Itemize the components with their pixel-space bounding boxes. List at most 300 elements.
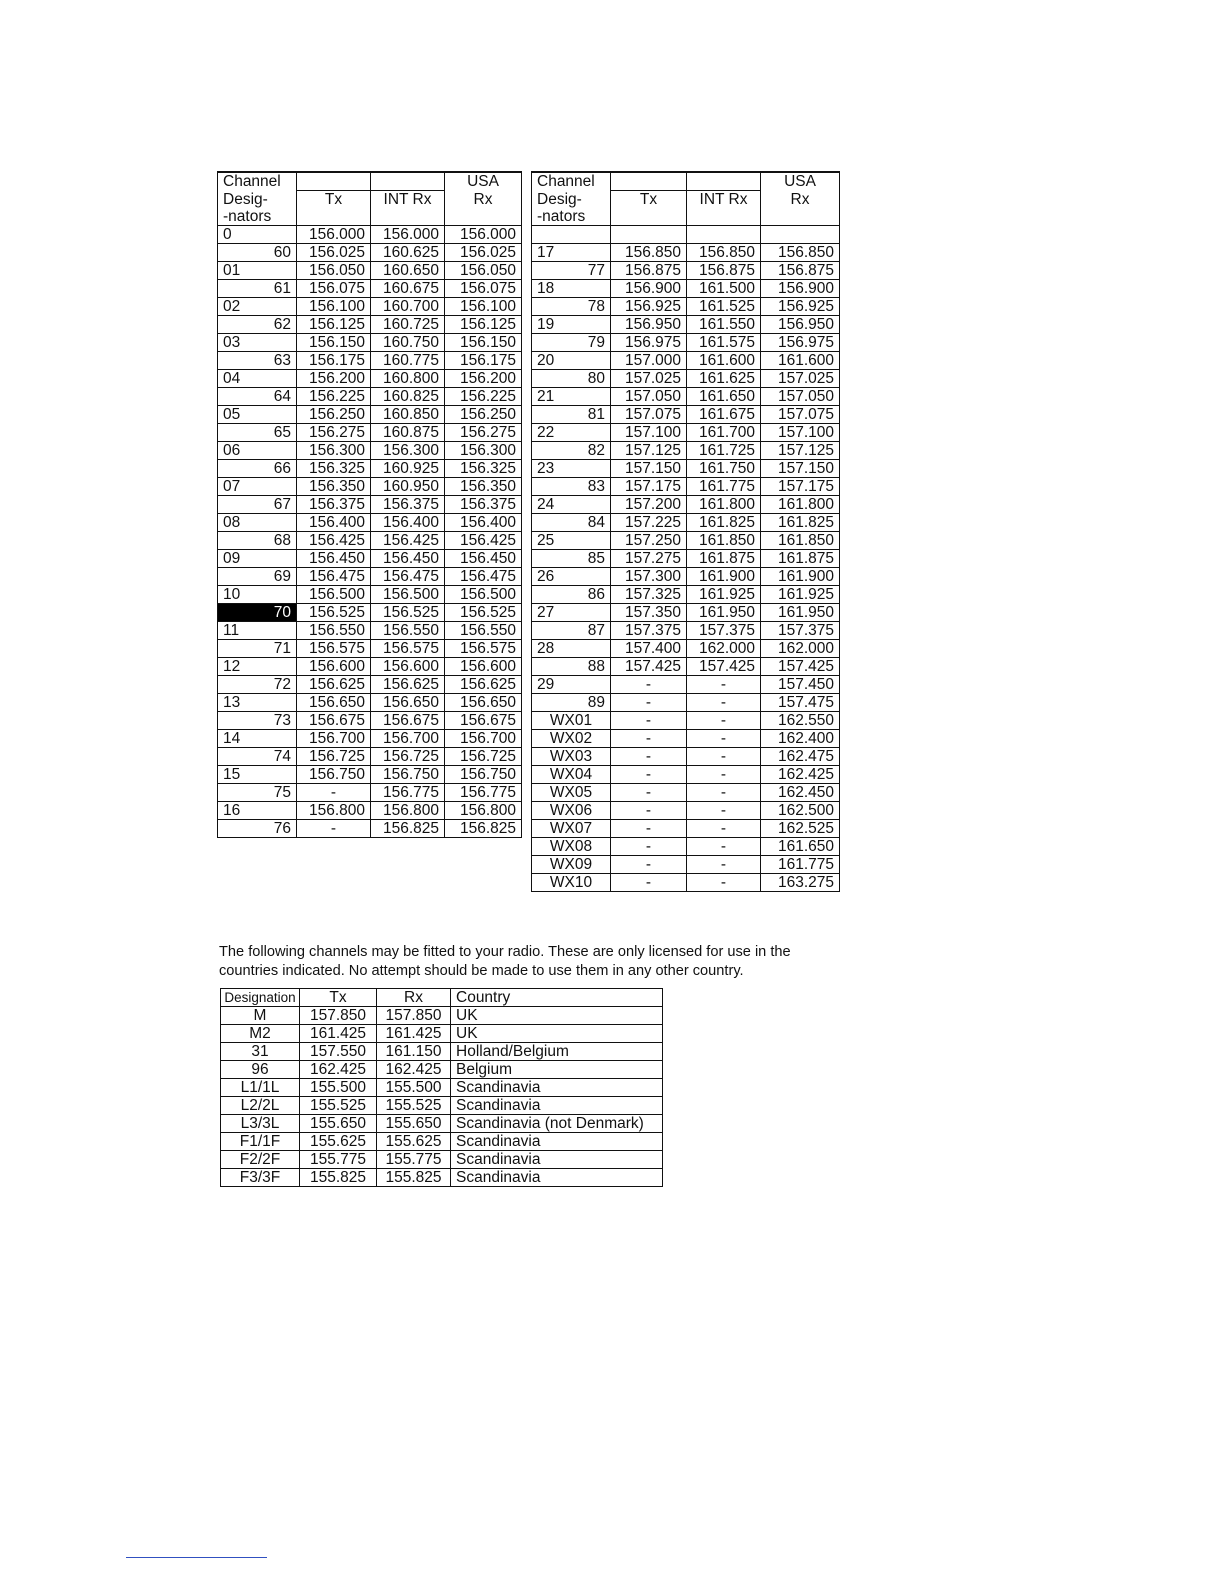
int-rx-frequency: - xyxy=(687,694,761,712)
table-row xyxy=(532,298,840,316)
tx-frequency: 157.150 xyxy=(611,460,687,478)
int-rx-frequency: 161.800 xyxy=(687,496,761,514)
usa-rx-frequency: 161.650 xyxy=(761,838,840,856)
int-rx-frequency: 156.575 xyxy=(371,640,445,658)
tx-frequency: - xyxy=(611,856,687,874)
designation: 31 xyxy=(221,1043,300,1061)
int-rx-frequency: - xyxy=(687,856,761,874)
tx-frequency: - xyxy=(611,676,687,694)
table-row xyxy=(221,1133,663,1151)
table-row xyxy=(532,424,840,442)
tx-frequency: 157.400 xyxy=(611,640,687,658)
int-rx-frequency: 156.700 xyxy=(371,730,445,748)
designation: F1/1F xyxy=(221,1133,300,1151)
table-row xyxy=(221,1097,663,1115)
table-row xyxy=(221,1043,663,1061)
int-rx-frequency: 161.700 xyxy=(687,424,761,442)
usa-rx-frequency: 162.400 xyxy=(761,730,840,748)
tx-frequency: 156.325 xyxy=(297,460,371,478)
channel-table-left xyxy=(217,171,522,838)
channel-designator: 89 xyxy=(532,694,611,712)
tx-frequency: 157.350 xyxy=(611,604,687,622)
usa-rx-frequency: 156.075 xyxy=(445,280,522,298)
header-desig: Desig- xyxy=(218,191,297,209)
usa-rx-frequency: 156.125 xyxy=(445,316,522,334)
tx-frequency: - xyxy=(611,748,687,766)
int-rx-frequency: 156.725 xyxy=(371,748,445,766)
usa-rx-frequency xyxy=(761,226,840,244)
int-rx-frequency: 161.500 xyxy=(687,280,761,298)
tx-frequency: 155.775 xyxy=(300,1151,377,1169)
channel-designator: WX01 xyxy=(532,712,611,730)
usa-rx-frequency: 157.475 xyxy=(761,694,840,712)
channel-designator: 68 xyxy=(218,532,297,550)
tx-frequency: 156.450 xyxy=(297,550,371,568)
int-rx-frequency: 156.375 xyxy=(371,496,445,514)
table-row xyxy=(218,496,522,514)
tx-frequency: 156.075 xyxy=(297,280,371,298)
channel-designator: 73 xyxy=(218,712,297,730)
channel-designator: 60 xyxy=(218,244,297,262)
table-row xyxy=(532,568,840,586)
table-row xyxy=(532,676,840,694)
tx-frequency: 156.650 xyxy=(297,694,371,712)
int-rx-frequency: - xyxy=(687,802,761,820)
table-row xyxy=(532,640,840,658)
usa-rx-frequency: 156.800 xyxy=(445,802,522,820)
table-row xyxy=(218,820,522,838)
table-row xyxy=(532,244,840,262)
int-rx-frequency: 156.450 xyxy=(371,550,445,568)
table-row xyxy=(532,748,840,766)
table-row xyxy=(218,388,522,406)
tx-frequency: 155.650 xyxy=(300,1115,377,1133)
tx-frequency: 156.375 xyxy=(297,496,371,514)
tx-frequency: 156.050 xyxy=(297,262,371,280)
usa-rx-frequency: 156.625 xyxy=(445,676,522,694)
int-rx-frequency: 156.600 xyxy=(371,658,445,676)
usa-rx-frequency: 161.800 xyxy=(761,496,840,514)
table-row xyxy=(218,298,522,316)
table-row xyxy=(532,658,840,676)
table-row xyxy=(532,838,840,856)
channel-designator: 17 xyxy=(532,244,611,262)
channel-designator: 82 xyxy=(532,442,611,460)
tx-frequency: - xyxy=(611,730,687,748)
tx-frequency: 157.075 xyxy=(611,406,687,424)
channel-designator: 06 xyxy=(218,442,297,460)
channel-designator: 19 xyxy=(532,316,611,334)
int-rx-frequency: 161.575 xyxy=(687,334,761,352)
country: UK xyxy=(451,1025,663,1043)
channel-designator: 72 xyxy=(218,676,297,694)
tx-frequency: - xyxy=(611,838,687,856)
tx-frequency: 157.250 xyxy=(611,532,687,550)
rx-frequency: 155.825 xyxy=(377,1169,451,1187)
header-nators: -nators xyxy=(218,208,297,226)
usa-rx-frequency: 162.425 xyxy=(761,766,840,784)
channel-designator: 76 xyxy=(218,820,297,838)
rx-frequency: 155.525 xyxy=(377,1097,451,1115)
tx-frequency: 156.175 xyxy=(297,352,371,370)
channel-designator: 12 xyxy=(218,658,297,676)
usa-rx-frequency: 161.900 xyxy=(761,568,840,586)
channel-designator: 0 xyxy=(218,226,297,244)
usa-rx-frequency: 156.250 xyxy=(445,406,522,424)
tx-frequency: 156.575 xyxy=(297,640,371,658)
tx-frequency: 156.900 xyxy=(611,280,687,298)
tx-frequency: 156.250 xyxy=(297,406,371,424)
table-row xyxy=(218,226,522,244)
int-rx-frequency: 160.675 xyxy=(371,280,445,298)
usa-rx-frequency: 156.000 xyxy=(445,226,522,244)
tx-frequency: 155.500 xyxy=(300,1079,377,1097)
table-row xyxy=(221,1079,663,1097)
usa-rx-frequency: 156.150 xyxy=(445,334,522,352)
table-row xyxy=(532,784,840,802)
int-rx-frequency: 160.700 xyxy=(371,298,445,316)
int-rx-frequency: 160.850 xyxy=(371,406,445,424)
int-rx-frequency: 161.925 xyxy=(687,586,761,604)
int-rx-frequency: 156.300 xyxy=(371,442,445,460)
int-rx-frequency: - xyxy=(687,784,761,802)
channel-designator: 66 xyxy=(218,460,297,478)
designation: M xyxy=(221,1007,300,1025)
usa-rx-frequency: 156.775 xyxy=(445,784,522,802)
designation: F2/2F xyxy=(221,1151,300,1169)
tx-frequency: 161.425 xyxy=(300,1025,377,1043)
channel-designator: WX06 xyxy=(532,802,611,820)
usa-rx-frequency: 156.225 xyxy=(445,388,522,406)
channel-designator: 13 xyxy=(218,694,297,712)
usa-rx-frequency: 156.200 xyxy=(445,370,522,388)
tx-frequency: 156.400 xyxy=(297,514,371,532)
table-row xyxy=(218,658,522,676)
usa-rx-frequency: 161.950 xyxy=(761,604,840,622)
tx-frequency xyxy=(611,226,687,244)
channel-designator: 84 xyxy=(532,514,611,532)
tx-frequency: 155.825 xyxy=(300,1169,377,1187)
table-row xyxy=(532,532,840,550)
usa-rx-frequency: 156.750 xyxy=(445,766,522,784)
channel-designator: WX05 xyxy=(532,784,611,802)
usa-rx-frequency: 156.925 xyxy=(761,298,840,316)
table-row xyxy=(532,352,840,370)
int-rx-frequency: 160.825 xyxy=(371,388,445,406)
usa-rx-frequency: 156.300 xyxy=(445,442,522,460)
table-row xyxy=(218,478,522,496)
table-row xyxy=(218,712,522,730)
tx-frequency: - xyxy=(611,784,687,802)
int-rx-frequency: 161.550 xyxy=(687,316,761,334)
table-row xyxy=(218,766,522,784)
tx-frequency: 157.125 xyxy=(611,442,687,460)
tx-frequency: 157.425 xyxy=(611,658,687,676)
int-rx-frequency: 156.825 xyxy=(371,820,445,838)
tx-frequency: - xyxy=(611,802,687,820)
int-rx-frequency: 160.725 xyxy=(371,316,445,334)
int-rx-frequency: 161.625 xyxy=(687,370,761,388)
int-rx-frequency: 160.775 xyxy=(371,352,445,370)
int-rx-frequency: 156.650 xyxy=(371,694,445,712)
channel-designator: 03 xyxy=(218,334,297,352)
channel-designator: 79 xyxy=(532,334,611,352)
table-row xyxy=(532,802,840,820)
usa-rx-frequency: 156.825 xyxy=(445,820,522,838)
usa-rx-frequency: 157.425 xyxy=(761,658,840,676)
usa-rx-frequency: 157.125 xyxy=(761,442,840,460)
table-row xyxy=(221,1115,663,1133)
usa-rx-frequency: 156.875 xyxy=(761,262,840,280)
usa-rx-frequency: 161.775 xyxy=(761,856,840,874)
header-tx: Tx xyxy=(297,191,371,209)
usa-rx-frequency: 157.450 xyxy=(761,676,840,694)
channel-designator: 70 xyxy=(218,604,297,622)
usa-rx-frequency: 156.275 xyxy=(445,424,522,442)
int-rx-frequency: 157.375 xyxy=(687,622,761,640)
usa-rx-frequency: 162.500 xyxy=(761,802,840,820)
header-rx: Rx xyxy=(445,191,522,209)
tx-frequency: 156.625 xyxy=(297,676,371,694)
usa-rx-frequency: 156.350 xyxy=(445,478,522,496)
channel-designator: 24 xyxy=(532,496,611,514)
channel-designator: 65 xyxy=(218,424,297,442)
channel-designator: 69 xyxy=(218,568,297,586)
tx-frequency: 156.950 xyxy=(611,316,687,334)
tx-frequency: 156.475 xyxy=(297,568,371,586)
country: Belgium xyxy=(451,1061,663,1079)
usa-rx-frequency: 156.850 xyxy=(761,244,840,262)
usa-rx-frequency: 161.825 xyxy=(761,514,840,532)
country: UK xyxy=(451,1007,663,1025)
tx-frequency: 157.025 xyxy=(611,370,687,388)
usa-rx-frequency: 162.550 xyxy=(761,712,840,730)
usa-rx-frequency: 156.325 xyxy=(445,460,522,478)
header-channel: Channel xyxy=(218,172,297,191)
designation: L3/3L xyxy=(221,1115,300,1133)
tx-frequency: 156.800 xyxy=(297,802,371,820)
channel-designator: 81 xyxy=(532,406,611,424)
int-rx-frequency: - xyxy=(687,676,761,694)
channel-table-right xyxy=(531,171,840,892)
int-rx-frequency: 161.825 xyxy=(687,514,761,532)
tx-frequency: 156.300 xyxy=(297,442,371,460)
channel-designator: 80 xyxy=(532,370,611,388)
usa-rx-frequency: 156.400 xyxy=(445,514,522,532)
int-rx-frequency: 161.850 xyxy=(687,532,761,550)
header-designation: Designation xyxy=(221,989,300,1007)
channel-designator: 11 xyxy=(218,622,297,640)
tx-frequency: - xyxy=(611,766,687,784)
rx-frequency: 155.650 xyxy=(377,1115,451,1133)
header-int-rx: INT Rx xyxy=(687,191,761,209)
usa-rx-frequency: 156.725 xyxy=(445,748,522,766)
header-desig: Desig- xyxy=(532,191,611,209)
designation: 96 xyxy=(221,1061,300,1079)
table-row xyxy=(218,622,522,640)
tx-frequency: 157.175 xyxy=(611,478,687,496)
tx-frequency: 156.225 xyxy=(297,388,371,406)
int-rx-frequency: 161.750 xyxy=(687,460,761,478)
usa-rx-frequency: 156.600 xyxy=(445,658,522,676)
tx-frequency: 156.850 xyxy=(611,244,687,262)
usa-rx-frequency: 156.575 xyxy=(445,640,522,658)
usa-rx-frequency: 156.375 xyxy=(445,496,522,514)
table-row xyxy=(532,766,840,784)
country: Scandinavia xyxy=(451,1097,663,1115)
channel-designator: 87 xyxy=(532,622,611,640)
usa-rx-frequency: 162.000 xyxy=(761,640,840,658)
table-row xyxy=(221,1061,663,1079)
int-rx-frequency: 156.775 xyxy=(371,784,445,802)
table-row xyxy=(221,1007,663,1025)
int-rx-frequency: - xyxy=(687,874,761,892)
usa-rx-frequency: 157.175 xyxy=(761,478,840,496)
channel-designator: 22 xyxy=(532,424,611,442)
table-row xyxy=(532,712,840,730)
channel-designator: 62 xyxy=(218,316,297,334)
designation: L1/1L xyxy=(221,1079,300,1097)
table-row xyxy=(532,820,840,838)
channel-designator: 67 xyxy=(218,496,297,514)
int-rx-frequency: - xyxy=(687,820,761,838)
int-rx-frequency: 156.875 xyxy=(687,262,761,280)
channel-designator: WX02 xyxy=(532,730,611,748)
tx-frequency: - xyxy=(611,712,687,730)
int-rx-frequency: - xyxy=(687,838,761,856)
rx-frequency: 161.425 xyxy=(377,1025,451,1043)
int-rx-frequency: 157.425 xyxy=(687,658,761,676)
header-tx: Tx xyxy=(300,989,377,1007)
usa-rx-frequency: 156.550 xyxy=(445,622,522,640)
channel-designator: 74 xyxy=(218,748,297,766)
table-row xyxy=(532,586,840,604)
table-row xyxy=(218,460,522,478)
int-rx-frequency: 161.900 xyxy=(687,568,761,586)
usa-rx-frequency: 161.925 xyxy=(761,586,840,604)
channel-designator: 04 xyxy=(218,370,297,388)
channel-designator: 25 xyxy=(532,532,611,550)
usa-rx-frequency: 156.500 xyxy=(445,586,522,604)
table-row xyxy=(218,370,522,388)
int-rx-frequency: 160.625 xyxy=(371,244,445,262)
table-row xyxy=(532,514,840,532)
table-row xyxy=(532,226,840,244)
table-row xyxy=(218,352,522,370)
table-row xyxy=(532,856,840,874)
usa-rx-frequency: 161.850 xyxy=(761,532,840,550)
channel-designator: WX04 xyxy=(532,766,611,784)
int-rx-frequency: 161.775 xyxy=(687,478,761,496)
int-rx-frequency: 161.525 xyxy=(687,298,761,316)
designation: M2 xyxy=(221,1025,300,1043)
channel-designator: 77 xyxy=(532,262,611,280)
channel-designator: 88 xyxy=(532,658,611,676)
usa-rx-frequency: 156.900 xyxy=(761,280,840,298)
channel-designator: 14 xyxy=(218,730,297,748)
int-rx-frequency: 156.000 xyxy=(371,226,445,244)
channel-designator: WX10 xyxy=(532,874,611,892)
channel-designator: 18 xyxy=(532,280,611,298)
channel-designator: WX09 xyxy=(532,856,611,874)
tx-frequency: 156.675 xyxy=(297,712,371,730)
tx-frequency: 156.025 xyxy=(297,244,371,262)
tx-frequency: 156.700 xyxy=(297,730,371,748)
usa-rx-frequency: 157.075 xyxy=(761,406,840,424)
usa-rx-frequency: 156.950 xyxy=(761,316,840,334)
tx-frequency: 156.275 xyxy=(297,424,371,442)
tx-frequency: 156.925 xyxy=(611,298,687,316)
rx-frequency: 157.850 xyxy=(377,1007,451,1025)
table-row xyxy=(218,748,522,766)
tx-frequency: 156.200 xyxy=(297,370,371,388)
channel-designator: 71 xyxy=(218,640,297,658)
int-rx-frequency: - xyxy=(687,766,761,784)
tx-frequency: 157.275 xyxy=(611,550,687,568)
table-row xyxy=(218,784,522,802)
country-channel-table xyxy=(220,988,663,1187)
header-rx: Rx xyxy=(761,191,840,209)
channel-designator: 09 xyxy=(218,550,297,568)
header-tx: Tx xyxy=(611,191,687,209)
header-rx: Rx xyxy=(377,989,451,1007)
channel-designator: WX07 xyxy=(532,820,611,838)
usa-rx-frequency: 157.050 xyxy=(761,388,840,406)
channel-designator: 78 xyxy=(532,298,611,316)
int-rx-frequency: 160.875 xyxy=(371,424,445,442)
channel-designator: 86 xyxy=(532,586,611,604)
channel-designator: 08 xyxy=(218,514,297,532)
tx-frequency: 157.300 xyxy=(611,568,687,586)
tx-frequency: 157.100 xyxy=(611,424,687,442)
channel-designator: 16 xyxy=(218,802,297,820)
table-row xyxy=(532,334,840,352)
tx-frequency: 156.600 xyxy=(297,658,371,676)
int-rx-frequency: 156.425 xyxy=(371,532,445,550)
channel-designator: 61 xyxy=(218,280,297,298)
usa-rx-frequency: 156.025 xyxy=(445,244,522,262)
int-rx-frequency: 161.675 xyxy=(687,406,761,424)
usa-rx-frequency: 157.100 xyxy=(761,424,840,442)
int-rx-frequency: - xyxy=(687,748,761,766)
channel-designator: 27 xyxy=(532,604,611,622)
tx-frequency: 157.000 xyxy=(611,352,687,370)
tx-frequency: 156.550 xyxy=(297,622,371,640)
table-row xyxy=(218,802,522,820)
table-row xyxy=(532,604,840,622)
table-row xyxy=(218,586,522,604)
usa-rx-frequency: 162.525 xyxy=(761,820,840,838)
usa-rx-frequency: 161.600 xyxy=(761,352,840,370)
tx-frequency: 157.325 xyxy=(611,586,687,604)
channel-designator: 02 xyxy=(218,298,297,316)
table-row xyxy=(218,514,522,532)
tx-frequency: 156.875 xyxy=(611,262,687,280)
tx-frequency: 156.525 xyxy=(297,604,371,622)
tx-frequency: 157.050 xyxy=(611,388,687,406)
usa-rx-frequency: 156.450 xyxy=(445,550,522,568)
int-rx-frequency: 160.750 xyxy=(371,334,445,352)
tx-frequency: - xyxy=(611,874,687,892)
int-rx-frequency: 156.800 xyxy=(371,802,445,820)
table-row xyxy=(218,694,522,712)
table-row xyxy=(532,550,840,568)
channel-designator: 29 xyxy=(532,676,611,694)
table-row xyxy=(218,424,522,442)
header-nators: -nators xyxy=(532,208,611,226)
int-rx-frequency: 156.525 xyxy=(371,604,445,622)
table-row xyxy=(532,316,840,334)
